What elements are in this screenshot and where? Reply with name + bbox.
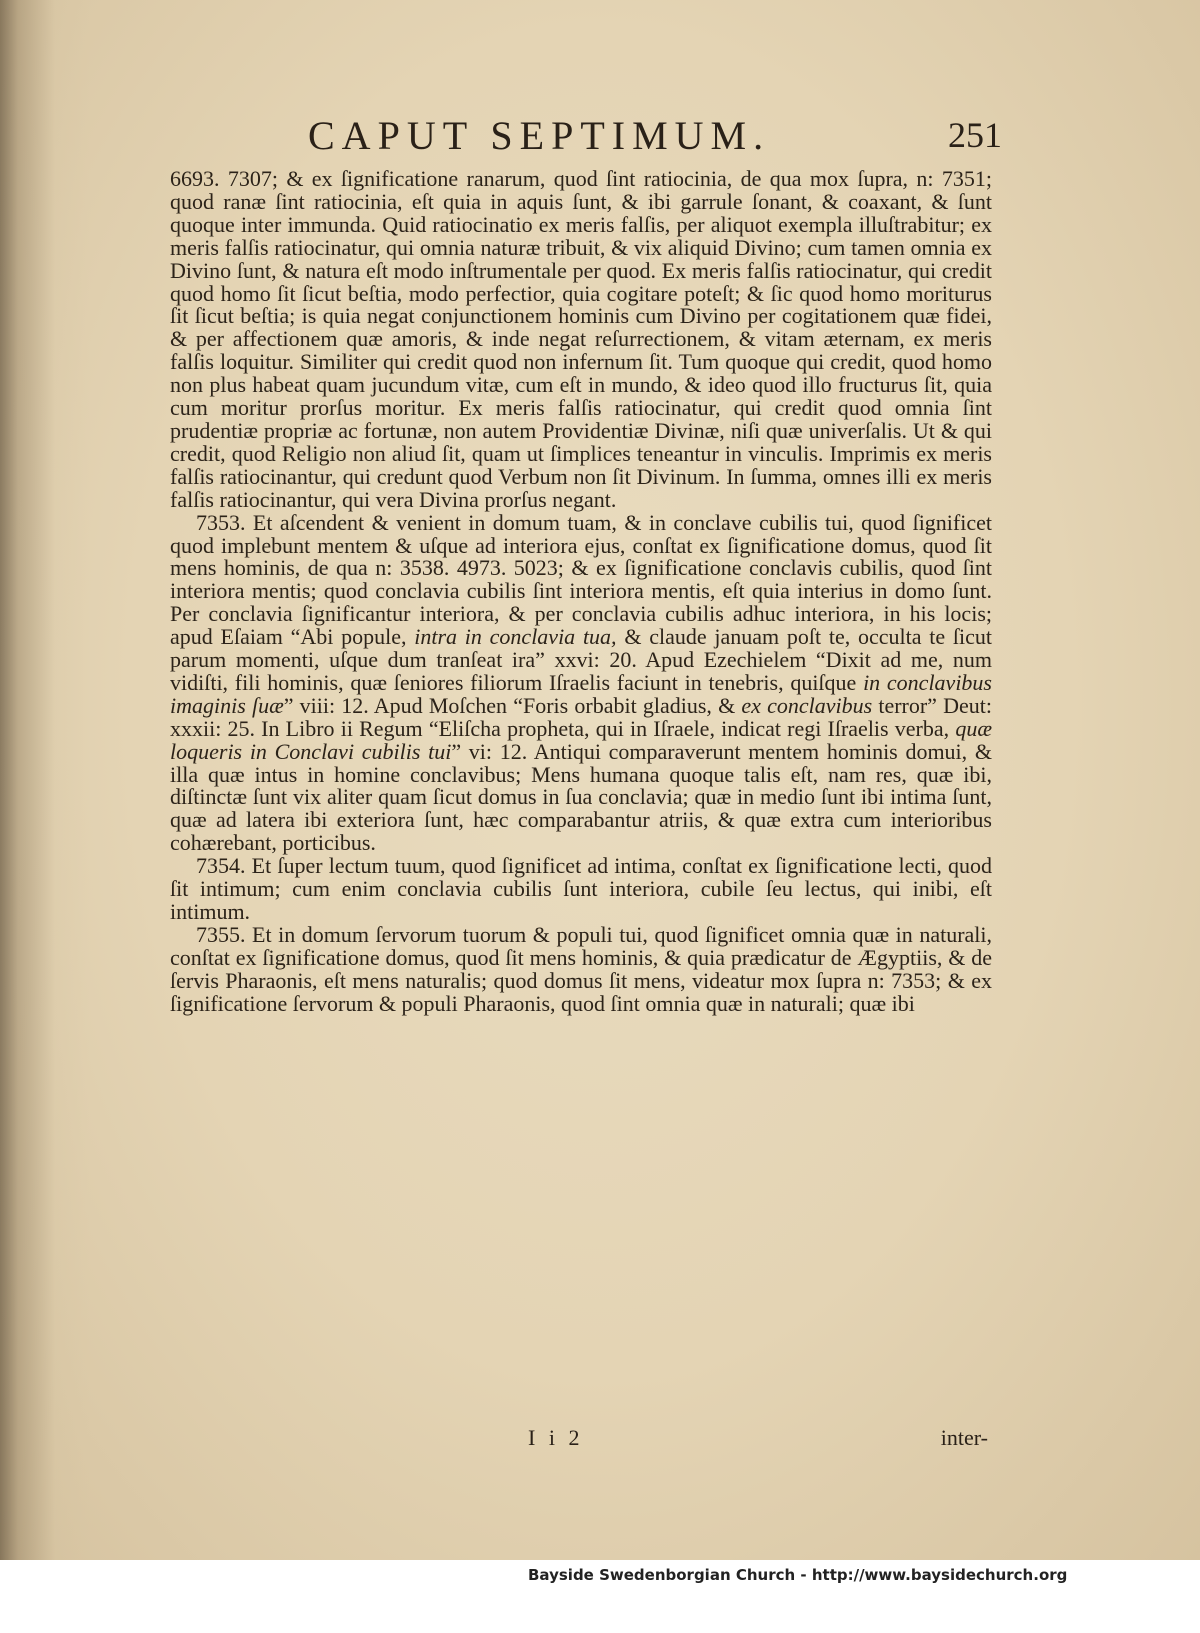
paragraph-text: Et in domum ſervorum tuorum & populi tui, quod ſignificet omnia quæ in naturali, conſtat ex ſignificatione domus, quod ſit mens hominis, & quia prædicatur de Ægyptiis, & de ſervis Pharaonis, eſt mens naturalis; quod domus ſit mens, videatur mox ſupra n: 7353; & ex ſignificatione ſervorum & populi Pharaonis, quod ſint omnia quæ in naturali; quæ ibi [170, 921, 993, 1016]
paragraph-text: terror” Deut: xxxii: 25. In Libro ii Regum “Eliſcha propheta, qui in Iſraele, indicat regi Iſraelis verba, [170, 692, 992, 741]
body-text [170, 168, 992, 1016]
paragraph-number: 7353. [196, 509, 246, 535]
page-header [170, 112, 1002, 170]
paragraph-7353 [170, 509, 993, 856]
paragraph-text: Et ſuper lectum tuum, quod ſignificet ad intima, conſtat ex ſignificatione lecti, quod ſit intimum; cum enim conclavia cubilis ſunt interiora, cubile ſeu lectus, qui inibi, eſt intimum. [170, 853, 993, 924]
quotation-italic: intra in conclavia tua, [414, 624, 617, 650]
running-title: CAPUT SEPTIMUM. [308, 113, 771, 158]
paragraph-text: ” viii: 12. Apud Moſchen “Foris orbabit gladius, & [283, 692, 742, 718]
paragraph-number: 7354. [196, 853, 246, 879]
paragraph-continued: 6693. 7307; & ex ſignificatione ranarum, quod ſint ratiocinia, de qua mox ſupra, n: 7351; quod ranæ ſint ratiocinia, eſt quia in aquis ſunt, & ibi garrule ſonant, & coaxant, & ſunt quoque inter immunda. Quid ratiocinatio ex meris falſis, per aliquot exempla illuſtrabitur; ex meris falſis ratiocinatur, qui omnia naturæ tribuit, & vix aliquid Divino; cum tamen omnia ex Divino ſunt, & natura eſt modo inſtrumentale per quod. Ex meris falſis ratiocinatur, qui credit quod homo ſit ſicut beſtia, modo perfectior, quia cogitare poteſt; & ſic quod homo moriturus ſit ſicut beſtia; is quia negat conjunctionem hominis cum Divino per cogitationem quæ fidei, & per affectionem quæ amoris, & inde negat reſurrectionem, & vitam æternam, ex meris falſis loquitur. Similiter qui credit quod non infernum ſit. Tum quoque qui credit, quod homo non plus habeat quam jucundum vitæ, cum eſt in mundo, & ideo quod illo fructurus ſit, quia cum moritur prorſus moritur. Ex meris falſis ratiocinatur, qui credit quod omnia ſint prudentiæ propriæ ac fortunæ, non autem Providentiæ Divinæ, niſi quæ univerſalis. Ut & qui credit, quod Religio non aliud ſit, quam ut ſimplices teneantur in vinculis. Imprimis ex meris falſis ratiocinantur, qui credunt quod Verbum non ſit Divinum. In ſumma, omnes illi ex meris falſis ratiocinantur, qui vera Divina prorſus negant. [170, 166, 992, 512]
signature-mark: I i 2 [528, 1425, 584, 1450]
paragraph-7355 [170, 921, 993, 1016]
paragraph-number: 7355. [196, 921, 246, 947]
paragraph-7354 [170, 855, 992, 924]
quotation-italic: quæ loqueris in Conclavi cubilis tui [170, 715, 992, 764]
quotation-italic: ex conclavibus [741, 692, 873, 718]
paragraph-text: Et aſcendent & venient in domum tuam, & in conclave cubilis tui, quod ſignificet quod implebunt mentem & uſque ad interiora ejus, conſtat ex ſignificatione domus, quod ſit mens hominis, de qua n: 3538. 4973. 5023; & ex ſignificatione conclavis cubilis, quod ſint interiora mentis; quod conclavia cubilis ſint interiora mentis, eſt quia interius in domo ſunt. Per conclavia ſignificantur interiora, & per conclavia cubilis adhuc interiora, in his locis; apud Eſaiam “Abi popule, [170, 509, 993, 650]
quotation-italic: in conclavibus imaginis ſuæ [170, 669, 992, 718]
paragraph-text: & claude januam poſt te, occulta te ſicut parum momenti, uſque dum tranſeat ira” xxvi: 20. Apud Ezechielem “Dixit ad me, num vidiſti, fili hominis, quæ ſeniores filiorum Iſraelis faciunt in tenebris, quiſque [170, 624, 993, 695]
catchword: inter- [940, 1425, 988, 1450]
page-number: 251 [948, 115, 1002, 155]
page-footer [170, 1425, 992, 1453]
source-watermark: Bayside Swedenborgian Church - http://www.baysidechurch.org [528, 1566, 1068, 1584]
paragraph-text: ” vi: 12. Antiqui comparaverunt mentem hominis domui, & illa quæ intus in homine conclavibus; Mens humana quoque talis eſt, nam res, quæ ibi, diſtinctæ ſunt vix aliter quam ſicut domus in ſua conclavia; quæ in medio ſunt ibi intima ſunt, quæ ad latera ibi exteriora ſunt, hæc comparabantur atriis, & quæ extra cum interioribus cohærebant, porticibus. [170, 738, 992, 856]
